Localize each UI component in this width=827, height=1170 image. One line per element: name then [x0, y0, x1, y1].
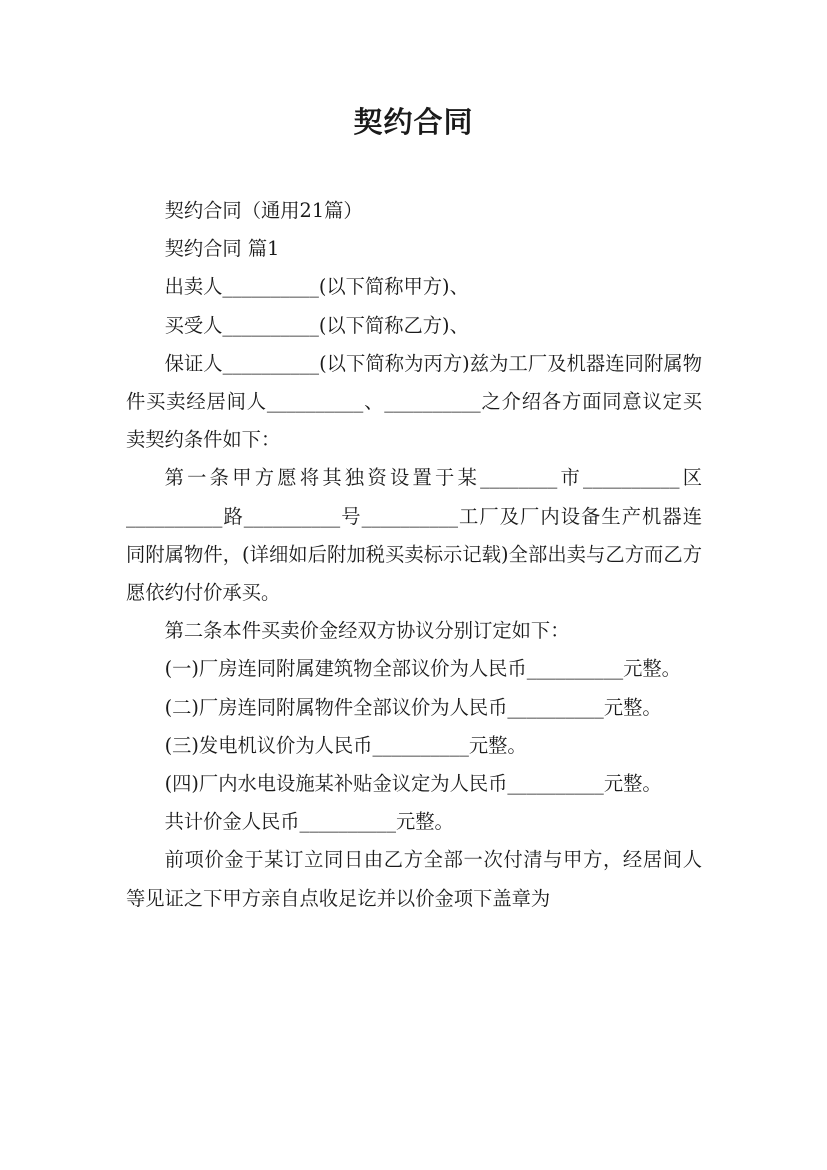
paragraph-price-item-4: (四)厂内水电设施某补贴金议定为人民币__________元整。 [164, 772, 662, 796]
paragraph-price-item-1: (一)厂房连同附属建筑物全部议价为人民币__________元整。 [164, 657, 681, 681]
paragraph-price-item-2: (二)厂房连同附属物件全部议价为人民币__________元整。 [164, 695, 662, 719]
paragraph-guarantor: 保证人__________(以下简称为丙方)兹为工厂及机器连同附属物件买卖经居间人__________、__________之介绍各方面同意议定买卖契约条件如下： [126, 351, 702, 452]
paragraph-buyer: 买受人__________(以下简称乙方)、 [164, 313, 469, 337]
paragraph-seller: 出卖人__________(以下简称甲方)、 [164, 275, 469, 299]
paragraph-subtitle: 契约合同（通用21篇） [164, 199, 363, 222]
paragraph-article-1: 第一条甲方愿将其独资设置于某________市__________区__________路__________号__________工厂及厂内设备生产机器连同附属物件，(详细如后附加税买卖标示记载)全部出卖与乙方而乙方愿依约付价承买。 [126, 466, 702, 605]
paragraph-article-2: 第二条本件买卖价金经双方协议分别订定如下： [164, 619, 570, 643]
paragraph-section-heading: 契约合同 篇1 [164, 237, 280, 261]
paragraph-payment-terms: 前项价金于某订立同日由乙方全部一次付清与甲方，经居间人等见证之下甲方亲自点收足讫并以价金项下盖章为 [126, 848, 702, 910]
paragraph-price-item-3: (三)发电机议价为人民币__________元整。 [164, 733, 527, 757]
document-body [126, 192, 702, 918]
paragraph-total-price: 共计价金人民币__________元整。 [164, 810, 454, 834]
document-title: 契约合同 [353, 105, 474, 139]
